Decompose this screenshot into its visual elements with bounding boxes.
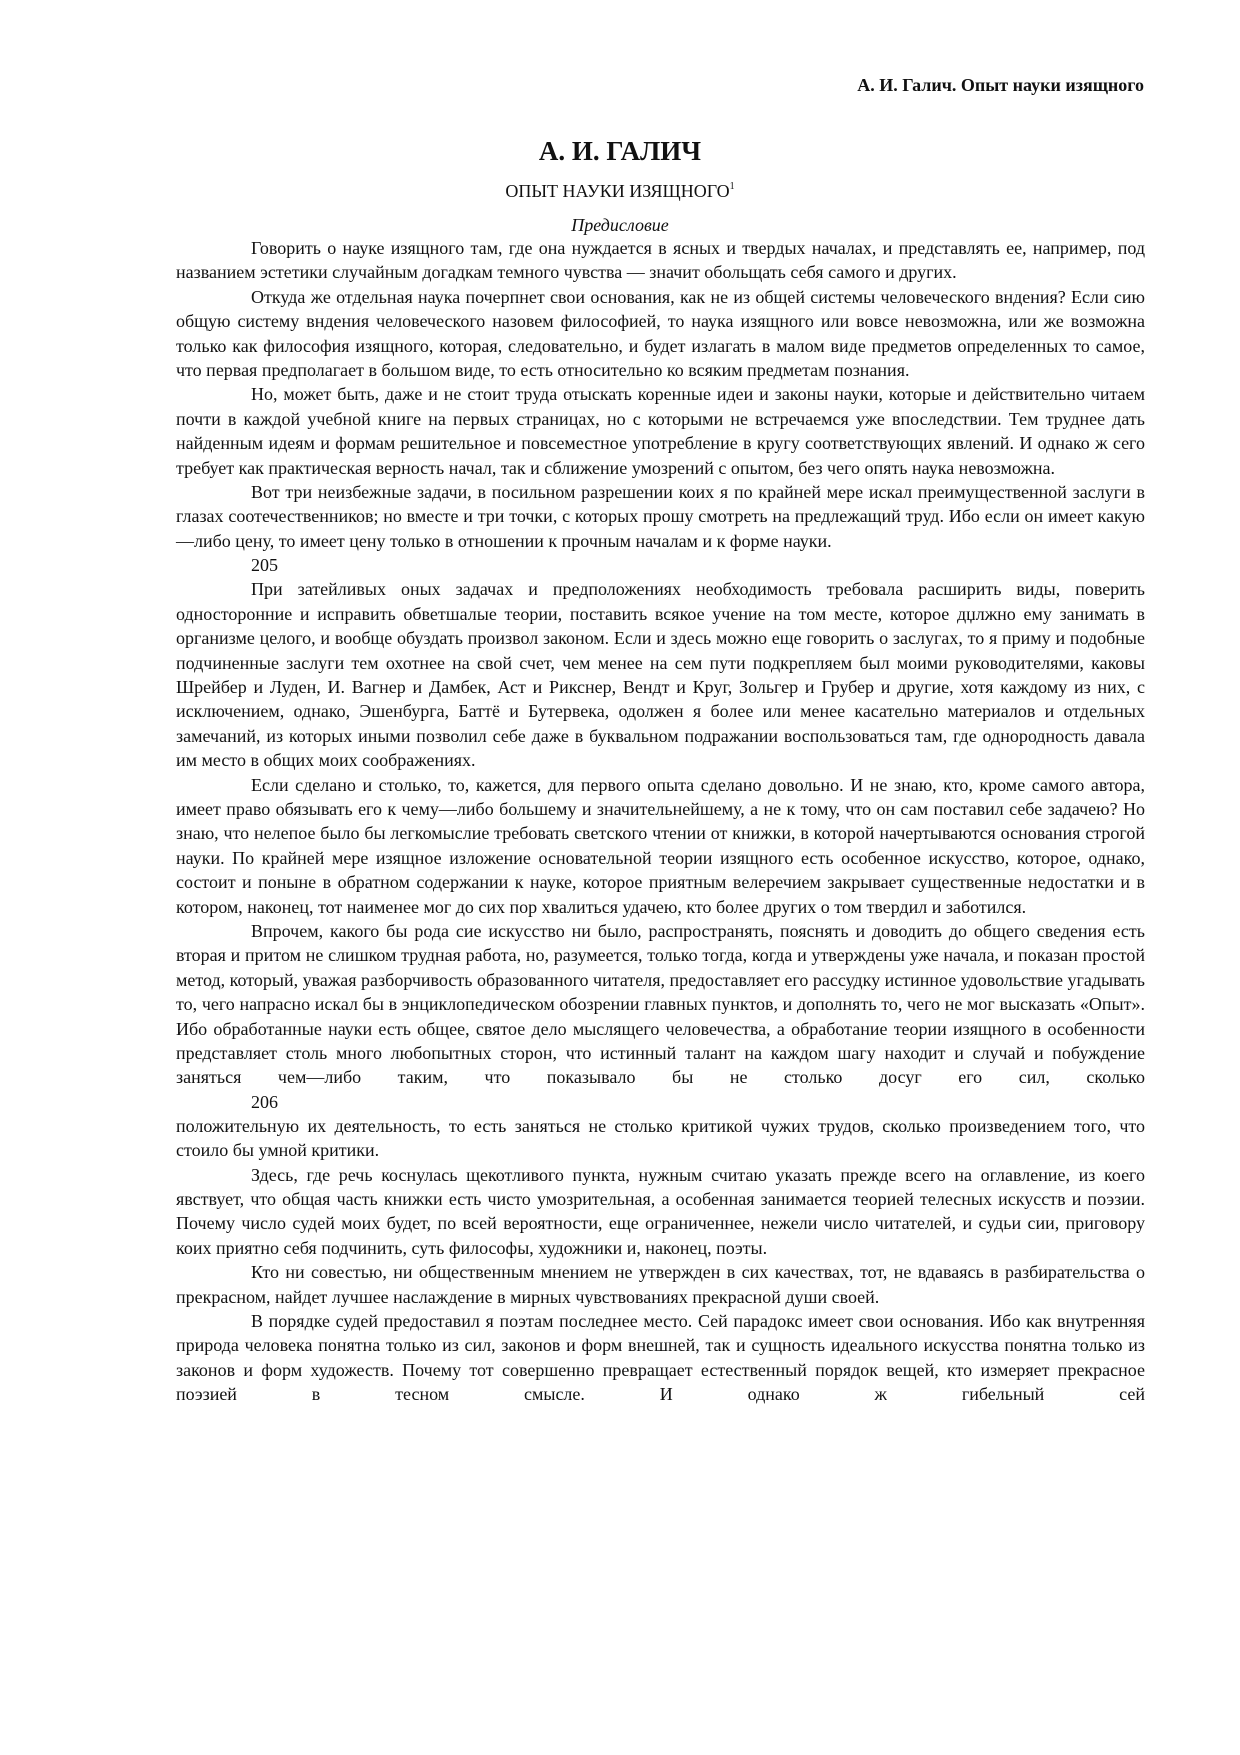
author-heading: А. И. ГАЛИЧ <box>538 136 702 166</box>
work-title <box>0 180 1240 202</box>
page-number: 205 <box>251 555 278 576</box>
paragraph: Если сделано и столько, то, кажется, для первого опыта сделано довольно. И не знаю, кто, кроме самого автора, имеет право обязывать его к чему—либо большему и значительнейшему, а не к тому, что он сам поставил себе задачею? Но знаю, что нелепое было бы легкомыслие требовать светского чтении от книжки, в которой начертываются основания строгой науки. По крайней мере изящное изложение основательной теории изящного есть особенное искусство, которое, однако, состоит и поныне в обратном содержании к науке, которое приятным велеречием закрывает существенные недостатки и в котором, наконец, тот наименее мог до сих пор хвалиться удачею, кто более других о том твердил и заботился. <box>176 774 1145 917</box>
work-title-text: ОПЫТ НАУКИ ИЗЯЩНОГО <box>505 181 730 201</box>
paragraph-continuation: положительную их деятельность, то есть заняться не столько критикой чужих трудов, сколько произведением того, что стоило бы умной критики. <box>176 1115 1145 1161</box>
page-number: 206 <box>251 1091 278 1112</box>
body-text <box>176 236 1145 1407</box>
footnote-marker[interactable]: 1 <box>729 181 735 192</box>
paragraph: В порядке судей предоставил я поэтам последнее место. Сей парадокс имеет свои основания. Ибо как внутренняя природа человека понятна только из сил, законов и форм внешней, так и сущность идеального искусства понятна только из законов и форм художеств. Почему тот совершенно превращает естественный порядок вещей, кто измеряет прекрасное поэзией в тесном смысле. И однако ж гибельный сей <box>176 1311 1145 1405</box>
paragraph: Откуда же отдельная наука почерпнет свои основания, как не из общей системы человеческого вндения? Если сию общую систему вндения человеческого назовем философией, то наука изящного или вовсе невозможна, или же возможна только как философия изящного, которая, следовательно, и будет излагать в малом виде предметов определенных то самое, что первая предполагает в большом виде, то есть относительно ко всяким предметам познания. <box>176 286 1145 381</box>
running-header: А. И. Галич. Опыт науки изящного <box>857 75 1144 95</box>
paragraph: Говорить о науке изящного там, где она нуждается в ясных и твердых началах, и представлять ее, например, под названием эстетики случайным догадкам темного чувства — значит обольщать себя самого и других. <box>176 238 1145 283</box>
paragraph: Вот три неизбежные задачи, в посильном разрешении коих я по крайней мере искал преимущественной заслуги в глазах соотечественников; но вместе и три точки, с которых прошу смотреть на предлежащий труд. Ибо если он имеет какую—либо цену, то имеет цену только в отношении к прочным началам и к форме науки. <box>176 482 1145 551</box>
paragraph: Но, может быть, даже и не стоит труда отыскать коренные идеи и законы науки, которые и действительно читаем почти в каждой учебной книге на первых страницах, но с которыми не встречаемся уже впоследствии. Тем труднее дать найденным идеям и формам решительное и повсеместное употребление в кругу соответствующих явлений. И однако ж сего требует как практическая верность начал, так и сближение умозрений с опытом, без чего опять наука невозможна. <box>176 384 1145 478</box>
paragraph: Здесь, где речь коснулась щекотливого пункта, нужным считаю указать прежде всего на оглавление, из коего явствует, что общая часть книжки есть чисто умозрительная, а особенная занимается теорией телесных искусств и поэзии. Почему число судей моих будет, по всей вероятности, еще ограниченнее, нежели число читателей, и судьи сии, приговору коих приятно себя подчинить, суть философы, художники и, наконец, поэты. <box>176 1164 1145 1258</box>
paragraph: При затейливых оных задачах и предположениях необходимость требовала расширить виды, поверить односторонние и исправить обветшалые теории, поставить всякое учение на том месте, которое дџлжно ему занимать в организме целого, и вообще обуздать произвол законом. Если и здесь можно еще говорить о заслугах, то я приму и подобные подчиненные заслуги тем охотнее на свой счет, чем менее на сем пути подкрепляем был моими руководителями, каковы Шрейбер и Луден, И. Вагнер и Дамбек, Аст и Рикснер, Вендт и Круг, Зольгер и Грубер и другие, хотя каждому из них, с исключением, однако, Эшенбурга, Баттё и Бутервека, одолжен я более или менее касательно материалов и отдельных замечаний, из которых иными позволил себе даже в буквальном подражании воспользоваться там, где однородность давала им место в общих моих соображениях. <box>176 579 1145 771</box>
section-title: Предисловие <box>571 215 669 235</box>
paragraph: Кто ни совестью, ни общественным мнением не утвержден в сих качествах, тот, не вдаваясь в разбирательства о прекрасном, найдет лучшее наслаждение в мирных чувствованиях прекрасной души своей. <box>176 1262 1145 1307</box>
paragraph: Впрочем, какого бы рода сие искусство ни было, распространять, пояснять и доводить до общего сведения есть вторая и притом не слишком трудная работа, но, разумеется, только тогда, когда и утверждены уже начала, и показан простой метод, который, уважая разборчивость образованного читателя, предоставляет его рассудку истинное удовольствие угадывать то, чего напрасно искал бы в энциклопедическом обозрении главных пунктов, и дополнять то, чего не мог высказать «Опыт». Ибо обработанные науки есть общее, святое дело мыслящего человечества, а обработание теории изящного в особенности представляет столь много любопытных сторон, что истинный талант на каждом шагу находит и случай и побуждение заняться чем—либо таким, что показывало бы не столько досуг его сил, сколько <box>176 920 1145 1088</box>
